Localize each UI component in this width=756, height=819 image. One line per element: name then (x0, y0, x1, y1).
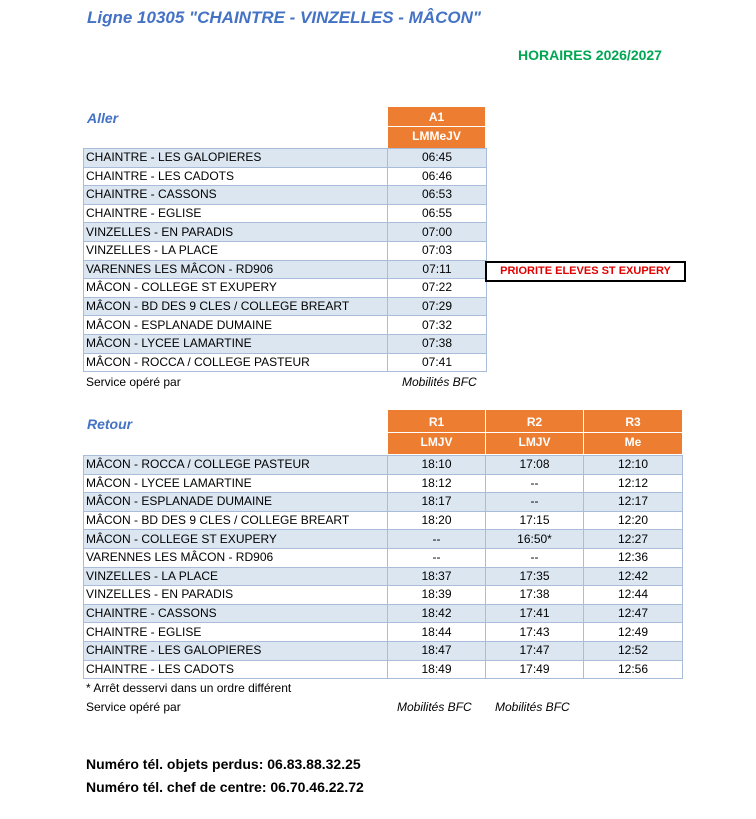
stop-name: MÂCON - LYCEE LAMARTINE (84, 334, 388, 353)
timetable-row (84, 186, 487, 205)
stop-name: MÂCON - COLLEGE ST EXUPERY (84, 530, 388, 549)
aller-timetable (83, 148, 487, 372)
departure-time: 18:12 (388, 474, 486, 493)
timetable-row (84, 660, 683, 679)
departure-time: 12:56 (584, 660, 683, 679)
departure-time: 18:44 (388, 623, 486, 642)
departure-time: 12:49 (584, 623, 683, 642)
retour-col-days: LMJV (420, 435, 453, 449)
timetable-row (84, 511, 683, 530)
departure-time: 07:11 (388, 260, 487, 279)
timetable-row (84, 604, 683, 623)
departure-time: 06:46 (388, 167, 487, 186)
stop-name: MÂCON - LYCEE LAMARTINE (84, 474, 388, 493)
departure-time: 18:39 (388, 586, 486, 605)
stop-name: MÂCON - ESPLANADE DUMAINE (84, 316, 388, 335)
timetable-row (84, 334, 487, 353)
departure-time: 06:55 (388, 204, 487, 223)
departure-time: 17:08 (486, 456, 584, 475)
retour-col-code: R3 (584, 410, 682, 433)
timetable-row (84, 223, 487, 242)
departure-time: 17:41 (486, 604, 584, 623)
aller-operated-label: Service opéré par (86, 375, 181, 389)
retour-col-header-r1 (388, 410, 485, 454)
departure-time: -- (486, 474, 584, 493)
timetable-row (84, 149, 487, 168)
departure-time: 12:17 (584, 493, 683, 512)
departure-time: 18:42 (388, 604, 486, 623)
stop-name: VINZELLES - LA PLACE (84, 241, 388, 260)
aller-col-code: A1 (388, 107, 485, 127)
departure-time: 07:22 (388, 279, 487, 298)
departure-time: 12:52 (584, 641, 683, 660)
departure-time: 17:15 (486, 511, 584, 530)
departure-time: -- (486, 548, 584, 567)
stop-name: CHAINTRE - LES GALOPIERES (84, 149, 388, 168)
departure-time: 07:03 (388, 241, 487, 260)
departure-time: 12:12 (584, 474, 683, 493)
stop-name: MÂCON - BD DES 9 CLES / COLLEGE BREART (84, 511, 388, 530)
stop-name: CHAINTRE - CASSONS (84, 186, 388, 205)
departure-time: 17:35 (486, 567, 584, 586)
departure-time: 17:49 (486, 660, 584, 679)
retour-operated-label: Service opéré par (86, 700, 181, 714)
page-title: Ligne 10305 "CHAINTRE - VINZELLES - MÂCON" (87, 8, 481, 27)
timetable-row (84, 279, 487, 298)
timetable-row (84, 623, 683, 642)
stop-name: VINZELLES - LA PLACE (84, 567, 388, 586)
departure-time: 18:10 (388, 456, 486, 475)
priority-note: PRIORITE ELEVES ST EXUPERY (485, 261, 686, 282)
departure-time: 06:45 (388, 149, 487, 168)
departure-time: 07:41 (388, 353, 487, 372)
retour-operator-r1: Mobilités BFC (397, 700, 472, 714)
stop-name: CHAINTRE - EGLISE (84, 623, 388, 642)
timetable-row (84, 204, 487, 223)
stop-name: CHAINTRE - EGLISE (84, 204, 388, 223)
timetable-row (84, 167, 487, 186)
stop-name: VARENNES LES MÂCON - RD906 (84, 548, 388, 567)
stop-name: CHAINTRE - LES CADOTS (84, 660, 388, 679)
departure-time: 12:27 (584, 530, 683, 549)
center-chief-phone: Numéro tél. chef de centre: 06.70.46.22.72 (86, 779, 364, 795)
retour-col-days: LMJV (518, 435, 551, 449)
stop-name: VARENNES LES MÂCON - RD906 (84, 260, 388, 279)
timetable-row (84, 297, 487, 316)
stop-name: CHAINTRE - LES GALOPIERES (84, 641, 388, 660)
departure-time: 12:10 (584, 456, 683, 475)
departure-time: 12:20 (584, 511, 683, 530)
stop-name: CHAINTRE - CASSONS (84, 604, 388, 623)
departure-time: -- (388, 530, 486, 549)
stop-name: MÂCON - COLLEGE ST EXUPERY (84, 279, 388, 298)
aller-operator-a1: Mobilités BFC (402, 375, 477, 389)
timetable-row (84, 456, 683, 475)
timetable-row (84, 548, 683, 567)
timetable-row (84, 493, 683, 512)
stop-name: VINZELLES - EN PARADIS (84, 586, 388, 605)
departure-time: 12:36 (584, 548, 683, 567)
retour-col-days: Me (624, 435, 642, 449)
departure-time: 18:20 (388, 511, 486, 530)
timetable-row (84, 586, 683, 605)
timetable-row (84, 567, 683, 586)
timetable-row (84, 260, 487, 279)
departure-time: 17:38 (486, 586, 584, 605)
timetable-row (84, 241, 487, 260)
departure-time: 18:37 (388, 567, 486, 586)
timetable-row (84, 353, 487, 372)
departure-time: 07:00 (388, 223, 487, 242)
departure-time: -- (388, 548, 486, 567)
aller-col-days: LMMeJV (412, 129, 461, 143)
departure-time: 18:47 (388, 641, 486, 660)
season-label: HORAIRES 2026/2027 (518, 47, 662, 63)
departure-time: 12:42 (584, 567, 683, 586)
stop-name: MÂCON - BD DES 9 CLES / COLLEGE BREART (84, 297, 388, 316)
stop-name: MÂCON - ESPLANADE DUMAINE (84, 493, 388, 512)
departure-time: 17:43 (486, 623, 584, 642)
departure-time: 07:29 (388, 297, 487, 316)
timetable-row (84, 641, 683, 660)
retour-operator-r2: Mobilités BFC (495, 700, 570, 714)
timetable-row (84, 530, 683, 549)
timetable-row (84, 474, 683, 493)
retour-col-code: R1 (388, 410, 485, 433)
retour-col-header-r3 (584, 410, 682, 454)
retour-section-title: Retour (87, 416, 133, 432)
departure-time: 07:32 (388, 316, 487, 335)
departure-time: 18:49 (388, 660, 486, 679)
timetable-row (84, 316, 487, 335)
departure-time: 06:53 (388, 186, 487, 205)
lost-items-phone: Numéro tél. objets perdus: 06.83.88.32.25 (86, 756, 361, 772)
retour-footnote: * Arrêt desservi dans un ordre différent (86, 681, 292, 695)
departure-time: 12:44 (584, 586, 683, 605)
stop-name: MÂCON - ROCCA / COLLEGE PASTEUR (84, 456, 388, 475)
departure-time: 18:17 (388, 493, 486, 512)
aller-section-title: Aller (87, 110, 119, 126)
departure-time: 17:47 (486, 641, 584, 660)
retour-col-code: R2 (486, 410, 583, 433)
departure-time: 12:47 (584, 604, 683, 623)
stop-name: MÂCON - ROCCA / COLLEGE PASTEUR (84, 353, 388, 372)
retour-timetable (83, 455, 683, 679)
departure-time: -- (486, 493, 584, 512)
aller-col-header-a1 (388, 107, 485, 148)
stop-name: CHAINTRE - LES CADOTS (84, 167, 388, 186)
departure-time: 07:38 (388, 334, 487, 353)
departure-time: 16:50* (486, 530, 584, 549)
stop-name: VINZELLES - EN PARADIS (84, 223, 388, 242)
retour-col-header-r2 (486, 410, 583, 454)
